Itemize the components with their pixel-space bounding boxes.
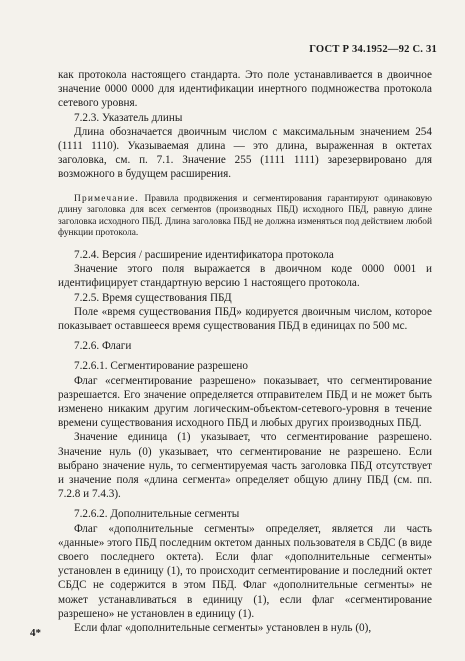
section-heading-7-2-6-1: 7.2.6.1. Сегментирование разрешено (74, 360, 248, 373)
running-header: ГОСТ Р 34.1952—92 С. 31 (309, 44, 437, 55)
paragraph-more-segments-zero: Если флаг «дополнительные сегменты» установлен в нуль (0), (74, 622, 372, 635)
section-heading-7-2-6-2: 7.2.6.2. Дополнительные сегменты (74, 508, 240, 521)
paragraph-lifetime: Поле «время существования ПБД» кодируется двоичным числом, которое показывает оставшееся время существования ПБД в единицах по 500 мс. (58, 305, 432, 333)
section-heading-7-2-4: 7.2.4. Версия / расширение идентификатора протокола (74, 249, 334, 261)
paragraph-version: Значение этого поля выражается в двоичном коде 0000 0001 и идентифицирует стандартную версию 1 настоящего протокола. (58, 263, 432, 290)
paragraph-segmentation-values: Значение единица (1) указывает, что сегментирование разрешено. Значение нуль (0) указывает, что сегментирование не разрешено. Если выбрано значение нуль, то сегментируемая часть заголовка ПБД отсутствует и значение поля «длина сегмента» определяет общую длину ПБД (см. пп. 7.2.8 и 7.4.3). (58, 431, 432, 501)
paragraph-segmentation-flag: Флаг «сегментирование разрешено» показывает, что сегментирование разрешается. Его значение определяется отправителем ПБД и не может быть изменено никаким другим логическим-объектом-сетевого-уровня в течение времени существования исходного ПБД и любых других производных ПБД. (58, 374, 432, 430)
section-heading-7-2-5: 7.2.5. Время существования ПБД (74, 291, 232, 304)
paragraph-length-indicator: Длина обозначается двоичным числом с максимальным значением 254 (1111 1110). Указываемая длина — это длина, выраженная в октетах заголовка, см. п. 7.1. Значение 255 (1111 1111) зарезервировано для возможного в будущем расширения. (58, 125, 432, 181)
page-body (58, 68, 432, 635)
note-block (58, 194, 432, 240)
sheet-mark: 4* (30, 627, 41, 639)
section-heading-7-2-6: 7.2.6. Флаги (74, 340, 132, 353)
paragraph-continuation: как протокола настоящего стандарта. Это поле устанавливается в двоичное значение 0000 0000 для идентификации инертного подмножества протокола сетевого уровня. (58, 69, 432, 110)
note-label: Примечание. (74, 193, 139, 204)
note-text: Правила продвижения и сегментирования гарантируют одинаковую длину заголовка для всех сегментов (производных ПБД) исходного ПБД, равную длине заголовка исходного ПБД. Длина заголовка ПБД не должна изменяться под действием любой функции протокола. (58, 193, 433, 239)
section-heading-7-2-3: 7.2.3. Указатель длины (74, 111, 183, 124)
paragraph-more-segments: Флаг «дополнительные сегменты» определяет, является ли часть «данные» этого ПБД последним октетом данных пользователя в СБДС (в виде своего последнего октета). Если флаг «дополнительные сегменты» установлен в единицу (1), то происходит сегментирование и последний октет СБДС не содержится в этом ПБД. Флаг «дополнительные сегменты» не может устанавливаться в единицу (1), если флаг «сегментирование разрешено» не установлен в единицу (1). (58, 522, 432, 620)
